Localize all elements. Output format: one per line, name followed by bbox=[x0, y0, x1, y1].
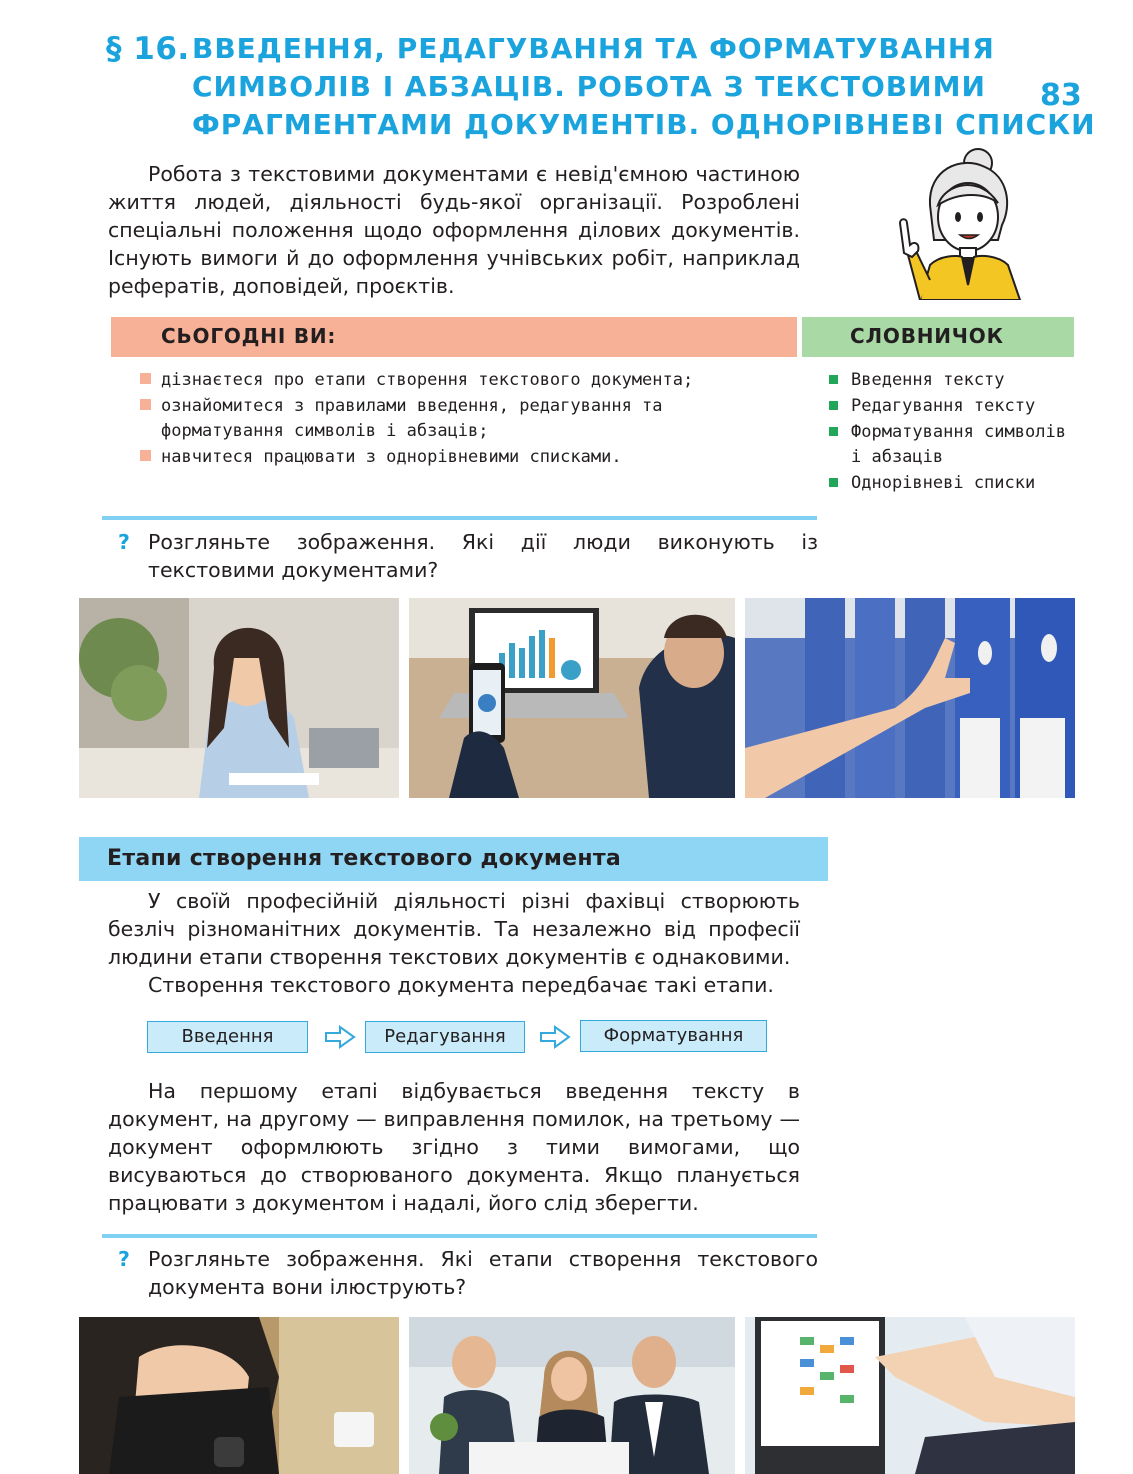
photo-blue-binders bbox=[745, 598, 1075, 798]
body-paragraph: У своїй професійній діяльності різні фахівці створюють безліч різноманітних документів. Та незалежно від професії людини етапи створення текстових документів є однаковими. bbox=[108, 889, 800, 969]
today-you-bar bbox=[111, 317, 797, 357]
today-goals-list bbox=[140, 368, 780, 470]
list-item: навчитеся працювати з однорівневими списками. bbox=[140, 445, 780, 471]
list-item: Однорівневі списки bbox=[829, 471, 1069, 497]
paragraph-number: § 16. bbox=[106, 31, 190, 67]
chapter-title-line: СИМВОЛІВ І АБЗАЦІВ. РОБОТА З ТЕКСТОВИМИ bbox=[192, 70, 986, 103]
list-item: ознайомитеся з правилами введення, редагування та форматування символів і абзаців; bbox=[140, 394, 780, 445]
section-body-continued bbox=[108, 1077, 800, 1217]
arrow-right-icon bbox=[539, 1025, 571, 1049]
intro-paragraph bbox=[108, 160, 800, 300]
chapter-title-line: ФРАГМЕНТАМИ ДОКУМЕНТІВ. ОДНОРІВНЕВІ СПИСКИ bbox=[192, 108, 1096, 141]
list-item: Форматування символів і абзаців bbox=[829, 420, 1069, 472]
vocabulary-bar bbox=[802, 317, 1074, 357]
stage-input: Введення bbox=[147, 1021, 308, 1053]
section-title: Етапи створення текстового документа bbox=[107, 846, 622, 871]
photo-calendar-screen bbox=[745, 1317, 1075, 1474]
stage-editing: Редагування bbox=[365, 1021, 525, 1053]
divider bbox=[102, 1234, 817, 1238]
today-you-heading: СЬОГОДНІ ВИ: bbox=[161, 324, 337, 348]
photo-woman-writing bbox=[79, 598, 399, 798]
body-paragraph: На першому етапі відбувається введення тексту в документ, на другому — виправлення помилок, на третьому — документ оформлюють згідно з тими вимогами, що висуваються до створюваного документа. Якщо планується працювати з документом і надалі, його слід зберегти. bbox=[108, 1079, 800, 1215]
question-mark-icon: ? bbox=[118, 530, 130, 554]
chapter-title bbox=[192, 30, 1096, 144]
question-mark-icon: ? bbox=[118, 1247, 130, 1271]
question-block bbox=[118, 528, 818, 584]
section-title-bar bbox=[79, 837, 828, 881]
photo-laptop-charts bbox=[409, 598, 735, 798]
question-block bbox=[118, 1245, 818, 1301]
body-paragraph: Створення текстового документа передбачає такі етапи. bbox=[148, 973, 774, 997]
intro-text: Робота з текстовими документами є невід'ємною частиною життя людей, діяльності будь-якої організації. Розроблені спеціальні положення щодо оформлення ділових документів. Існують вимоги й до оформлення учнівських робіт, наприклад рефератів, доповідей, проєктів. bbox=[108, 162, 800, 298]
section-body bbox=[108, 887, 800, 999]
photo-team-meeting bbox=[409, 1317, 735, 1474]
list-item: Редагування тексту bbox=[829, 394, 1069, 420]
vocabulary-heading: СЛОВНИЧОК bbox=[850, 324, 1004, 348]
teacher-illustration bbox=[890, 145, 1030, 300]
page-number: 83 bbox=[1040, 78, 1082, 113]
divider bbox=[102, 516, 817, 520]
photo-woman-typing bbox=[79, 1317, 399, 1474]
list-item: Введення тексту bbox=[829, 368, 1069, 394]
chapter-title-line: ВВЕДЕННЯ, РЕДАГУВАННЯ ТА ФОРМАТУВАННЯ bbox=[192, 32, 995, 65]
stage-formatting: Форматування bbox=[580, 1020, 767, 1052]
arrow-right-icon bbox=[324, 1025, 356, 1049]
vocabulary-list bbox=[829, 368, 1069, 497]
question-text: Розгляньте зображення. Які етапи створення текстового документа вони ілюструють? bbox=[148, 1247, 818, 1299]
list-item: дізнаєтеся про етапи створення текстового документа; bbox=[140, 368, 780, 394]
question-text: Розгляньте зображення. Які дії люди виконують із текстовими документами? bbox=[148, 530, 818, 582]
